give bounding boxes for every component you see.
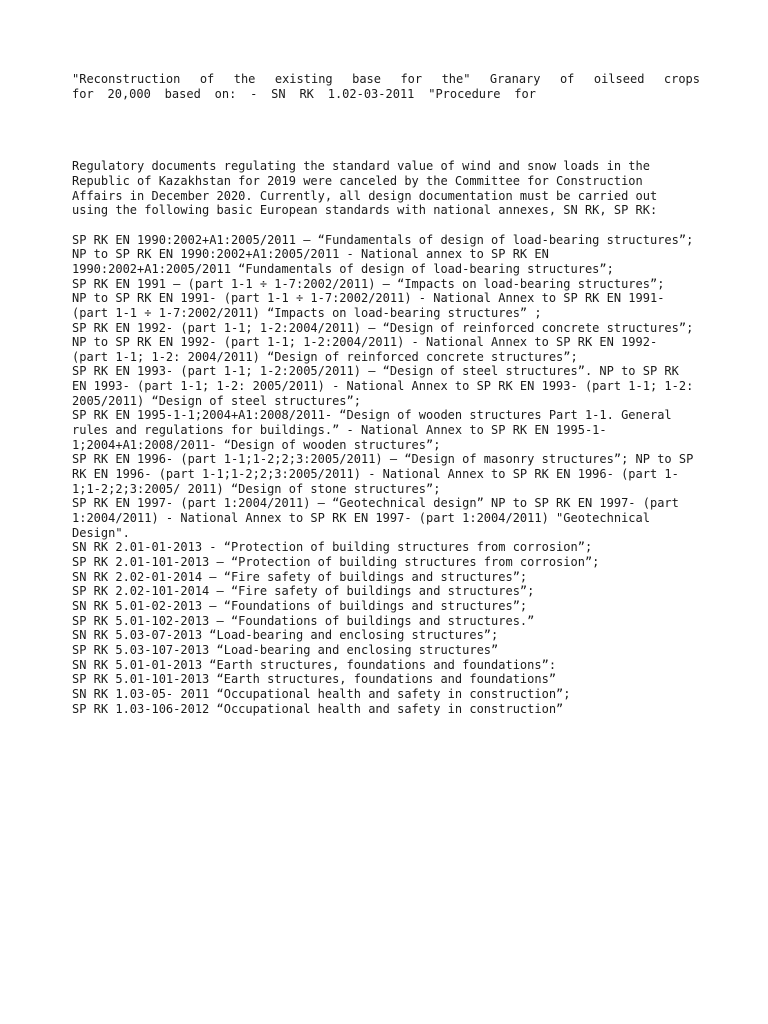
norm-item: SP RK EN 1992- (part 1-1; 1-2:2004/2011) – “Design of reinforced concrete structures”; xyxy=(72,320,694,335)
heading-line-1: "Reconstruction of the existing base for the" Granary of oilseed crops xyxy=(72,72,700,86)
norm-item: SP RK EN 1990:2002+A1:2005/2011 – “Fundamentals of design of load-bearing structures”; xyxy=(72,232,694,247)
norm-item: SP RK 2.02-101-2014 – “Fire safety of buildings and structures”; xyxy=(72,584,535,599)
norm-item: SP RK EN 1995-1-1;2004+A1:2008/2011- “Design of wooden structures Part 1-1. General rules and regulations for buildings.” - National Annex to SP RK EN 1995-1-1;2004+A1:2008/2011- “Design of wooden structures”; xyxy=(72,408,672,452)
intro-paragraph: Regulatory documents regulating the standard value of wind and snow loads in the Republic of Kazakhstan for 2019 were canceled by the Committee for Construction Affairs in December 2020. Currently, all design documentation must be carried out using the following basic European standards with national annexes, SN RK, SP RK: xyxy=(72,159,658,218)
norm-item: SP RK 5.03-107-2013 “Load-bearing and enclosing structures” xyxy=(72,642,499,657)
norm-item: SN RK 2.01-01-2013 - “Protection of building structures from corrosion”; xyxy=(72,540,593,555)
norm-item: NP to SP RK EN 1991- (part 1-1 ÷ 1-7:2002/2011) - National Annex to SP RK EN 1991- (part 1-1 ÷ 1-7:2002/2011) “Impacts on load-bearing structures” ; xyxy=(72,291,665,320)
norm-item: SP RK EN 1997- (part 1:2004/2011) – “Geotechnical design” NP to SP RK EN 1997- (part 1:2004/2011) - National Annex to SP RK EN 1997- (part 1:2004/2011) "Geotechnical Design". xyxy=(72,496,679,540)
norm-item: SN RK 5.03-07-2013 “Load-bearing and enclosing structures”; xyxy=(72,628,499,643)
norm-item: SP RK EN 1996- (part 1-1;1-2;2;3:2005/2011) – “Design of masonry structures”; NP to SP RK EN 1996- (part 1-1;1-2;2;3:2005/2011) - National Annex to SP RK EN 1996- (part 1-1;1-2;2;3:2005/ 2011) “Design of stone structures”; xyxy=(72,452,694,496)
norm-item: NP to SP RK EN 1990:2002+A1:2005/2011 - National annex to SP RK EN 1990:2002+A1:2005/2011 “Fundamentals of design of load-bearing structures”; xyxy=(72,247,614,276)
norm-item: SP RK EN 1993- (part 1-1; 1-2:2005/2011) – “Design of steel structures”. NP to SP RK EN 1993- (part 1-1; 1-2: 2005/2011) - National Annex to SP RK EN 1993- (part 1-1; 1-2: 2005/2011) “Design of steel structures”; xyxy=(72,364,694,408)
document-heading xyxy=(72,72,700,101)
norm-item: SP RK 5.01-101-2013 “Earth structures, foundations and foundations” xyxy=(72,672,557,687)
norm-item: SP RK 2.01-101-2013 – “Protection of building structures from corrosion”; xyxy=(72,555,600,570)
norm-item: SN RK 2.02-01-2014 – “Fire safety of buildings and structures”; xyxy=(72,569,528,584)
norm-item: SP RK EN 1991 – (part 1-1 ÷ 1-7:2002/2011) – “Impacts on load-bearing structures”; xyxy=(72,276,665,291)
norm-item: SN RK 5.01-01-2013 “Earth structures, foundations and foundations”: xyxy=(72,657,557,672)
norms-list xyxy=(72,233,700,717)
norm-item: NP to SP RK EN 1992- (part 1-1; 1-2:2004/2011) - National Annex to SP RK EN 1992- (part 1-1; 1-2: 2004/2011) “Design of reinforced concrete structures”; xyxy=(72,335,658,364)
norm-item: SP RK 1.03-106-2012 “Occupational health and safety in construction” xyxy=(72,701,564,716)
heading-line-2: for 20,000 based on: - SN RK 1.02-03-2011 "Procedure for xyxy=(72,86,536,101)
norm-item: SN RK 5.01-02-2013 – “Foundations of buildings and structures”; xyxy=(72,598,528,613)
document-page xyxy=(72,72,700,716)
norm-item: SP RK 5.01-102-2013 – “Foundations of buildings and structures.” xyxy=(72,613,535,628)
norm-item: SN RK 1.03-05- 2011 “Occupational health and safety in construction”; xyxy=(72,686,571,701)
